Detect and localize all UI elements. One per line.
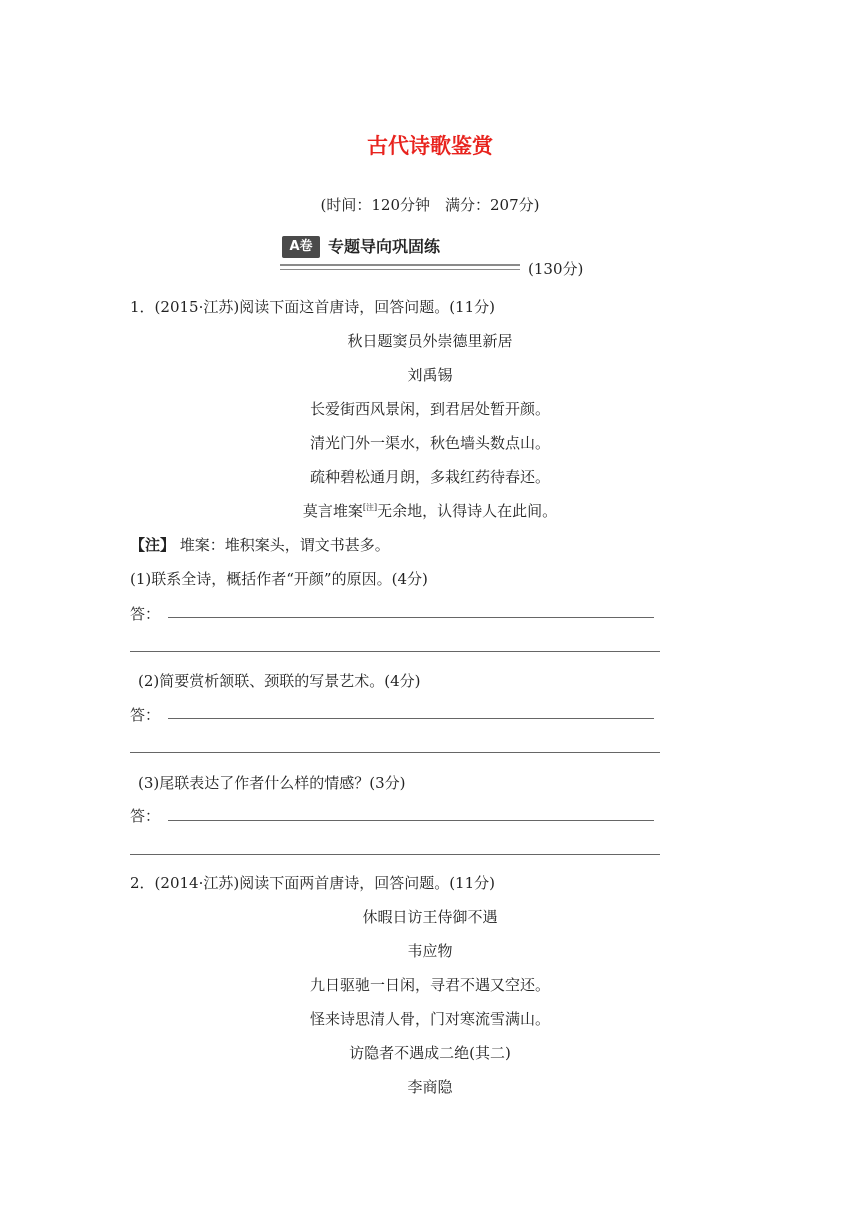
note-text: 堆案：堆积案头，谓文书甚多。: [175, 536, 390, 554]
answer-line[interactable]: [130, 752, 660, 753]
section-badge: A卷: [282, 236, 320, 258]
answer-line[interactable]: [168, 820, 654, 821]
poem-line: [0, 500, 860, 521]
section-divider: [280, 264, 520, 270]
poem-line-part: 莫言堆案: [302, 502, 363, 520]
answer-label: 答：: [130, 605, 161, 623]
exam-meta: (时间：120分钟 满分：207分): [320, 196, 540, 214]
question-2-heading: 2．(2014·江苏)阅读下面两首唐诗，回答问题。(11分): [130, 874, 495, 892]
answer-line[interactable]: [130, 651, 660, 652]
poem-author: 韦应物: [407, 942, 453, 960]
poem-title: 秋日题窦员外崇德里新居: [347, 332, 513, 350]
poem-line: 疏种碧松通月朗，多栽红药待春还。: [309, 468, 550, 486]
section-title: 专题导向巩固练: [328, 237, 441, 256]
answer-line[interactable]: [168, 718, 654, 719]
sub-question-1: (1)联系全诗，概括作者“开颜”的原因。(4分): [130, 570, 428, 588]
poem-title: 休暇日访王侍御不遇: [362, 908, 498, 926]
question-1-heading: 1．(2015·江苏)阅读下面这首唐诗，回答问题。(11分): [130, 298, 495, 316]
page-title: 古代诗歌鉴赏: [367, 134, 493, 158]
poem-author: 刘禹锡: [407, 366, 453, 384]
poem-line: 九日驱驰一日闲，寻君不遇又空还。: [309, 976, 550, 994]
annotation: [130, 534, 390, 555]
poem-line-part: 无余地，认得诗人在此间。: [377, 502, 558, 520]
poem-line: 长爱街西风景闲，到君居处暂开颜。: [309, 400, 550, 418]
sub-question-2: (2)简要赏析颔联、颈联的写景艺术。(4分): [138, 672, 421, 690]
poem-line: 怪来诗思清人骨，门对寒流雪满山。: [309, 1010, 550, 1028]
poem-title: 访隐者不遇成二绝(其二): [349, 1044, 511, 1062]
section-score: (130分): [528, 260, 584, 278]
poem-line: 清光门外一渠水，秋色墙头数点山。: [309, 434, 550, 452]
answer-label: 答：: [130, 807, 161, 825]
poem-author: 李商隐: [407, 1078, 453, 1096]
answer-label: 答：: [130, 706, 161, 724]
answer-line[interactable]: [168, 617, 654, 618]
note-marker: [注]: [362, 503, 378, 512]
answer-line[interactable]: [130, 854, 660, 855]
note-label: 【注】: [130, 536, 176, 554]
sub-question-3: (3)尾联表达了作者什么样的情感？(3分): [138, 774, 406, 792]
